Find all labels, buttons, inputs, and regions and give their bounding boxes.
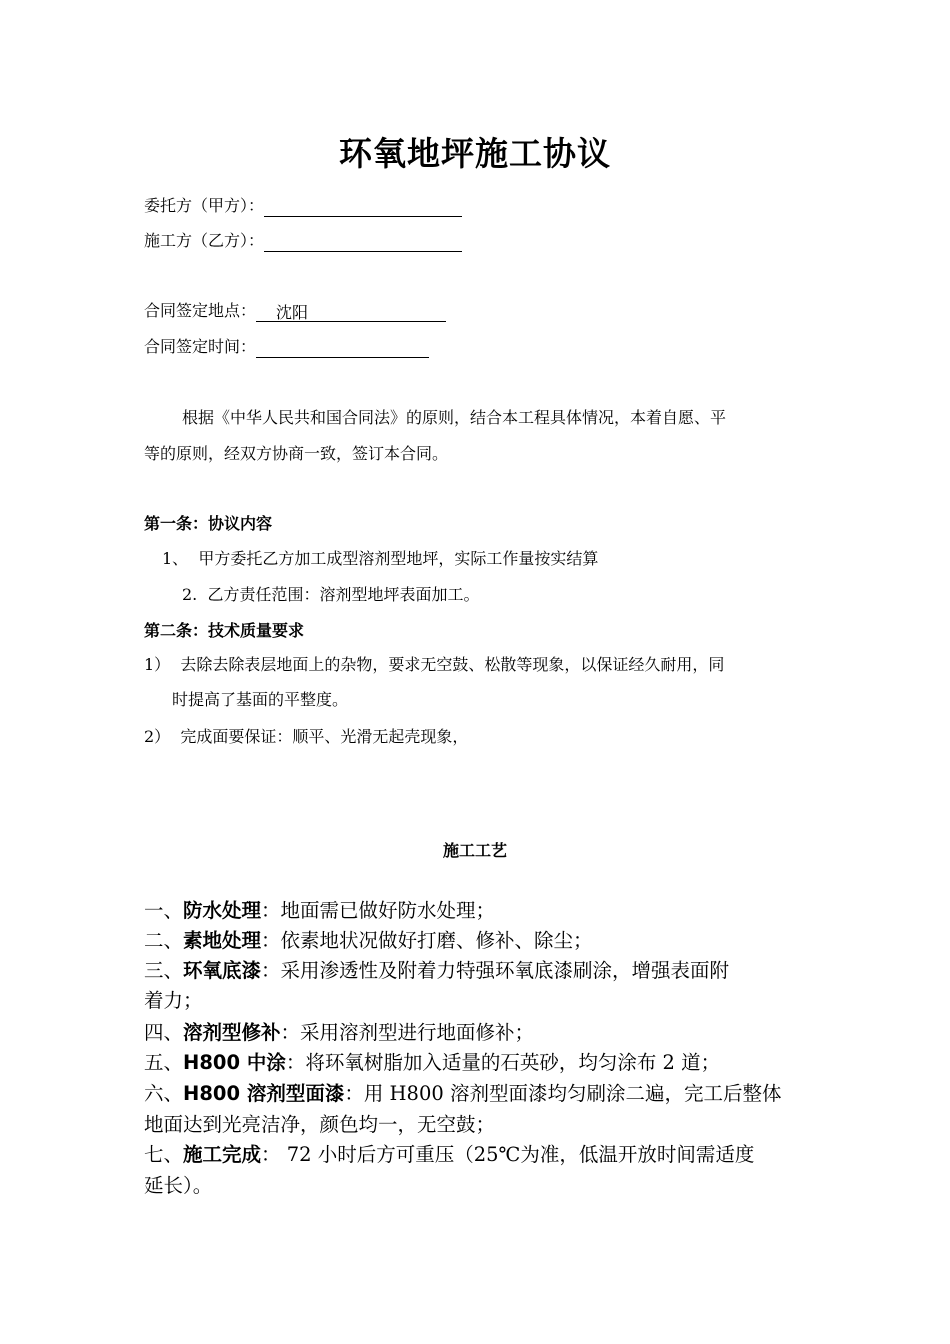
step-3-text: ：采用渗透性及附着力特强环氧底漆刷涂，增强表面附 <box>261 959 730 982</box>
step-6-text: ：用 H800 溶剂型面漆均匀刷涂二遍，完工后整体 <box>344 1082 782 1105</box>
step-1-label: 防水处理 <box>183 899 262 922</box>
step-3-prefix: 三、 <box>144 959 184 982</box>
article-2-item-2-number: 2） <box>144 727 171 746</box>
step-2-label: 素地处理 <box>183 929 262 952</box>
party-a-row <box>144 195 462 217</box>
article-2-item-1-continued: 时提高了基面的平整度。 <box>172 690 349 709</box>
contract-time-blank <box>256 337 429 358</box>
process-step-7 <box>144 1141 754 1169</box>
step-1-prefix: 一、 <box>144 899 184 922</box>
article-1-item-2-number: 2. <box>182 585 198 604</box>
step-7-label: 施工完成 <box>183 1143 262 1166</box>
process-step-3-continued: 着力； <box>144 989 203 1012</box>
step-2-text: ：依素地状况做好打磨、修补、除尘； <box>261 929 593 952</box>
step-6-label: H800 溶剂型面漆 <box>183 1082 345 1105</box>
party-a-label: 委托方（甲方）： <box>144 196 265 215</box>
article-1-item-1-number: 1、 <box>162 549 189 568</box>
article-1-item-1-text: 甲方委托乙方加工成型溶剂型地坪，实际工作量按实结算 <box>198 549 599 568</box>
document-title: 环氧地坪施工协议 <box>339 134 611 173</box>
process-step-5 <box>144 1049 720 1077</box>
article-1-item-2 <box>182 584 479 606</box>
step-4-label: 溶剂型修补 <box>183 1021 281 1044</box>
step-1-text: ：地面需已做好防水处理； <box>261 899 496 922</box>
article-2-heading: 第二条：技术质量要求 <box>144 621 305 640</box>
step-4-text: ：采用溶剂型进行地面修补； <box>280 1021 535 1044</box>
process-step-2 <box>144 927 593 955</box>
party-a-blank <box>264 196 462 217</box>
step-7-prefix: 七、 <box>144 1143 184 1166</box>
party-b-row <box>144 230 462 252</box>
step-3-label: 环氧底漆 <box>183 959 262 982</box>
article-2-item-2-text: 完成面要保证：顺平、光滑无起壳现象， <box>180 727 469 746</box>
article-2-item-1-text: 去除去除表层地面上的杂物，要求无空鼓、松散等现象，以保证经久耐用，同 <box>180 655 725 674</box>
article-2-item-2 <box>144 726 468 748</box>
intro-line-1: 根据《中华人民共和国合同法》的原则，结合本工程具体情况，本着自愿、平 <box>182 408 727 427</box>
step-4-prefix: 四、 <box>144 1021 184 1044</box>
step-6-prefix: 六、 <box>144 1082 184 1105</box>
step-7-text: ： 72 小时后方可重压（25℃为准，低温开放时间需适度 <box>261 1143 755 1166</box>
step-5-text: ：将环氧树脂加入适量的石英砂，均匀涂布 2 道； <box>285 1051 721 1074</box>
article-2-item-1 <box>144 654 724 676</box>
intro-line-2: 等的原则，经双方协商一致，签订本合同。 <box>144 444 449 463</box>
process-step-3 <box>144 957 729 985</box>
article-1-item-1 <box>162 548 598 570</box>
contract-place-label: 合同签定地点： <box>144 301 257 320</box>
article-1-item-2-text: 乙方责任范围：溶剂型地坪表面加工。 <box>207 585 480 604</box>
process-step-4 <box>144 1019 534 1047</box>
process-step-7-continued: 延长）。 <box>144 1174 213 1197</box>
contract-time-row <box>144 336 429 358</box>
step-2-prefix: 二、 <box>144 929 184 952</box>
process-step-6 <box>144 1080 781 1108</box>
contract-time-label: 合同签定时间： <box>144 337 257 356</box>
process-step-1 <box>144 897 495 925</box>
article-1-heading: 第一条：协议内容 <box>144 514 273 533</box>
process-step-6-continued: 地面达到光亮洁净，颜色均一，无空鼓； <box>144 1113 496 1136</box>
article-2-item-1-number: 1） <box>144 655 171 674</box>
step-5-prefix: 五、 <box>144 1051 184 1074</box>
step-5-label: H800 中涂 <box>183 1051 286 1074</box>
party-b-blank <box>264 231 462 252</box>
contract-place-row <box>144 300 446 322</box>
process-heading: 施工工艺 <box>442 841 507 860</box>
party-b-label: 施工方（乙方）： <box>144 231 265 250</box>
contract-place-value: 沈阳 <box>256 302 446 322</box>
